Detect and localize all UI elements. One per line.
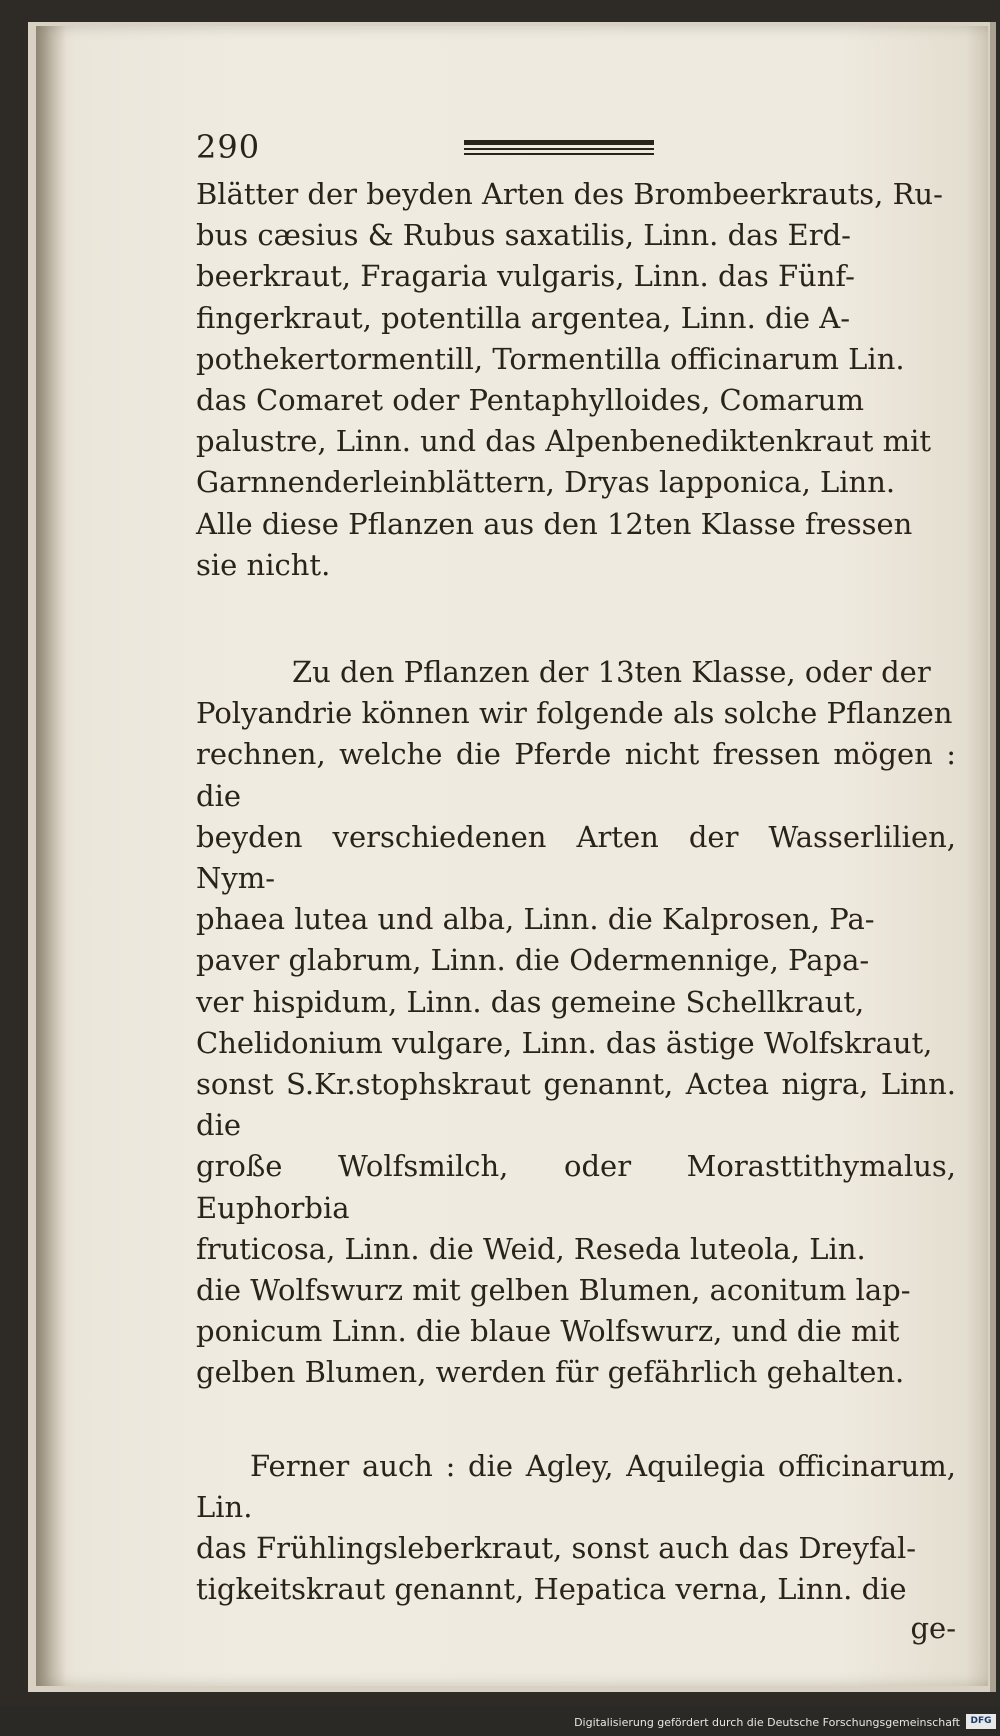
paragraph-1 <box>196 174 956 586</box>
text-line: tigkeitskraut genannt, Hepatica verna, Linn. die <box>196 1572 907 1607</box>
page-number: 290 <box>196 128 261 166</box>
text-line: ponicum Linn. die blaue Wolfswurz, und die mit <box>196 1314 900 1349</box>
text-line: Ferner auch : die Agley, Aquilegia officinarum, Lin. <box>196 1448 956 1524</box>
text-line: das Comaret oder Pentaphylloides, Comarum <box>196 383 864 418</box>
text-line: Alle diese Pflanzen aus den 12ten Klasse fressen <box>196 506 913 541</box>
digitization-credit: Digitalisierung gefördert durch die Deutsche Forschungsgemeinschaft <box>574 1716 960 1729</box>
text-line: pothekertormentill, Tormentilla officinarum Lin. <box>196 341 905 376</box>
text-line: fingerkraut, potentilla argentea, Linn. die A- <box>196 300 850 335</box>
text-line: beerkraut, Fragaria vulgaris, Linn. das Fünf- <box>196 259 855 294</box>
gutter-shadow <box>36 26 66 1686</box>
text-line: große Wolfsmilch, oder Morasttithymalus, Euphorbia <box>196 1149 956 1225</box>
text-line: rechnen, welche die Pferde nicht fressen mögen : die <box>196 737 956 813</box>
header-ornament-rule <box>464 140 654 156</box>
paragraph-3 <box>196 1446 956 1611</box>
text-line: ver hispidum, Linn. das gemeine Schellkraut, <box>196 984 865 1019</box>
text-line: gelben Blumen, werden für gefährlich gehalten. <box>196 1355 905 1390</box>
text-line: fruticosa, Linn. die Weid, Reseda luteola, Lin. <box>196 1231 866 1266</box>
text-line: Garnnenderleinblättern, Dryas lapponica, Linn. <box>196 465 896 500</box>
text-line: die Wolfswurz mit gelben Blumen, aconitum lap- <box>196 1273 911 1308</box>
text-line: Blätter der beyden Arten des Brombeerkrauts, Ru- <box>196 177 943 211</box>
text-line: sie nicht. <box>196 547 331 582</box>
text-line: sonst S.Kr.stophskraut genannt, Actea nigra, Linn. die <box>196 1067 956 1143</box>
text-line: palustre, Linn. und das Alpenbenediktenkraut mit <box>196 424 932 459</box>
text-line: bus cæsius & Rubus saxatilis, Linn. das Erd- <box>196 218 851 253</box>
text-line: Chelidonium vulgare, Linn. das ästige Wolfskraut, <box>196 1025 933 1060</box>
text-line: paver glabrum, Linn. die Odermennige, Papa- <box>196 943 870 978</box>
catchword: ge- <box>910 1610 956 1645</box>
text-line: das Frühlingsleberkraut, sonst auch das Dreyfal- <box>196 1531 917 1566</box>
text-line: phaea lutea und alba, Linn. die Kalprosen, Pa- <box>196 902 875 937</box>
dfg-logo: DFG <box>966 1714 996 1729</box>
page-content <box>196 118 956 1645</box>
page-header <box>196 118 956 174</box>
text-line: Polyandrie können wir folgende als solche Pflanzen <box>196 696 953 731</box>
paragraph-2 <box>196 652 956 1394</box>
text-line: beyden verschiedenen Arten der Wasserlilien, Nym- <box>196 819 956 896</box>
text-line: Zu den Pflanzen der 13ten Klasse, oder der <box>292 655 931 690</box>
